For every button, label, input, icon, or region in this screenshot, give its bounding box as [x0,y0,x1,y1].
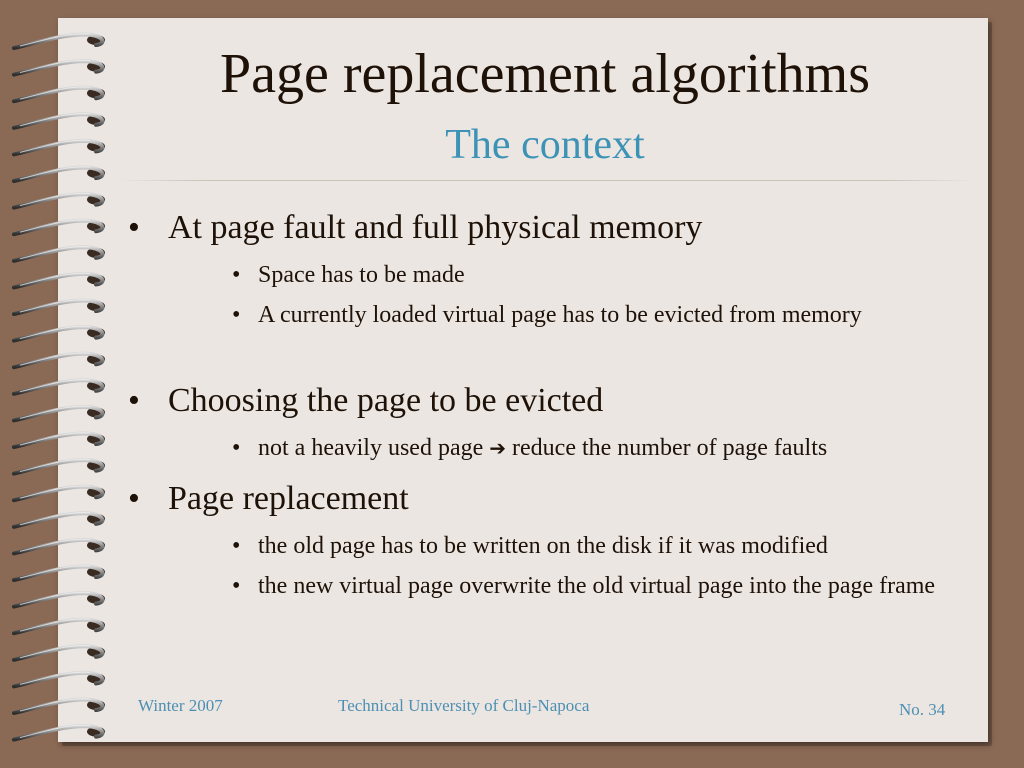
sub-bullet-text-after: reduce the number of page faults [512,435,828,461]
spiral-coil [14,273,105,287]
arrow-right-icon: ➔ [489,436,507,460]
spiral-coil [14,379,105,393]
footer-slide-number: No. 34 [899,700,946,719]
sub-bullet-glyph: • [232,302,241,328]
spiral-binding-icon [0,0,140,768]
footer-date: Winter 2007 [138,696,223,715]
bullet-text: Page replacement [168,480,409,517]
slide-title: Page replacement algorithms [220,43,870,105]
sub-bullet-item [232,298,952,332]
spiral-coil [14,406,105,420]
bullet-glyph: • [128,480,140,517]
spiral-coil [14,326,105,340]
sub-bullet-text: the new virtual page overwrite the old virtual page into the page frame [258,573,936,599]
spiral-coil [14,725,105,739]
spiral-coil [14,539,105,553]
spiral-coil [14,193,105,207]
spiral-coil [14,699,105,713]
spiral-coil [14,300,105,314]
bullet-item [128,481,409,517]
sub-bullet-text: A currently loaded virtual page has to be evicted from memory [258,302,862,328]
spiral-coil [14,459,105,473]
sub-bullet-text-before: not a heavily used page [258,435,484,461]
spiral-coil [14,167,105,181]
spiral-coil [14,433,105,447]
sub-bullet-glyph: • [232,533,241,559]
spiral-coil [14,486,105,500]
sub-bullet-text [258,431,952,465]
spiral-coil [14,246,105,260]
spiral-coil [14,512,105,526]
bullet-item [128,383,603,419]
sub-bullet-glyph: • [232,573,241,599]
bullet-glyph: • [128,382,140,419]
spiral-coil [14,566,105,580]
sub-bullet-text: the old page has to be written on the disk if it was modified [258,533,828,559]
sub-bullet-glyph: • [232,435,241,461]
spiral-coil [14,353,105,367]
sub-bullet-item [232,529,952,563]
spiral-coil [14,672,105,686]
spiral-coil [14,645,105,659]
sub-bullet-item [232,431,952,465]
bullet-text: At page fault and full physical memory [168,209,703,246]
title-divider [118,180,974,181]
spiral-coil [14,220,105,234]
spiral-coil [14,592,105,606]
sub-bullet-glyph: • [232,262,241,288]
sub-bullet-item [232,258,952,292]
sub-bullet-item [232,569,952,603]
slide-subtitle: The context [445,122,645,168]
footer-institution: Technical University of Cluj-Napoca [338,696,590,715]
spiral-coil [14,619,105,633]
bullet-text: Choosing the page to be evicted [168,382,604,419]
bullet-item [128,210,702,246]
bullet-glyph: • [128,209,140,246]
sub-bullet-text: Space has to be made [258,262,465,288]
